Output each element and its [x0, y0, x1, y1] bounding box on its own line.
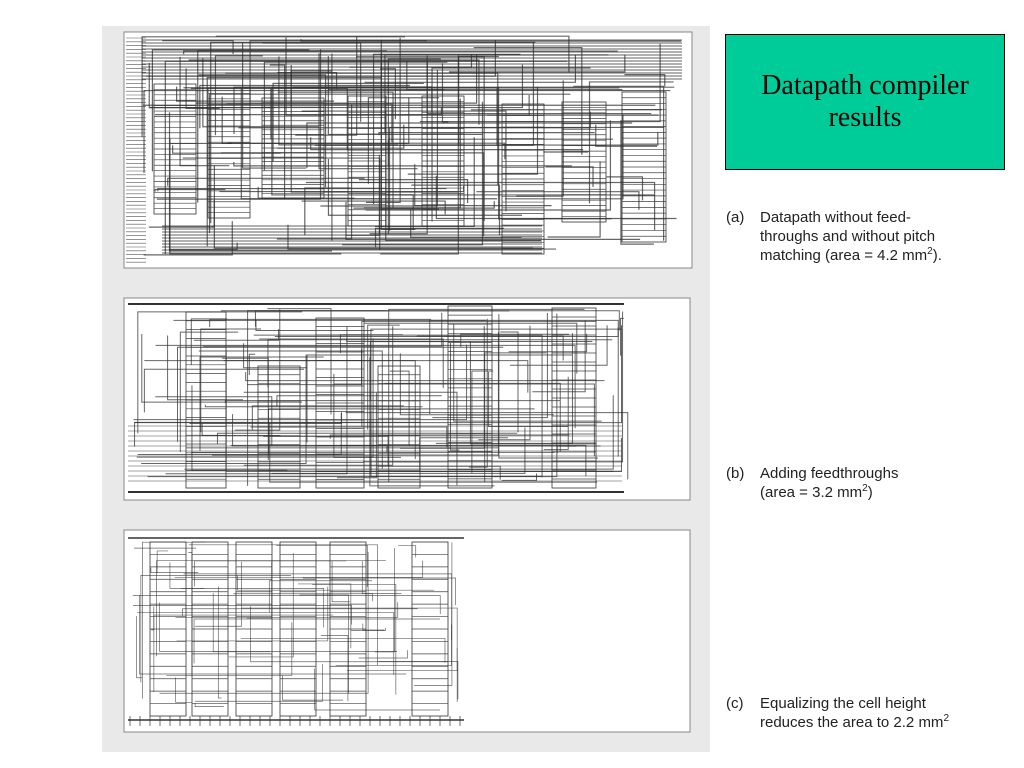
caption-c-tag: (c) — [726, 695, 744, 712]
cell-column — [412, 542, 448, 716]
caption-b-tag: (b) — [726, 465, 745, 482]
caption-b-tail: ) — [867, 484, 873, 501]
caption-c-line1: Equalizing the cell height — [760, 695, 926, 712]
panel-c-layout — [124, 530, 690, 732]
slide-title: Datapath compiler results — [761, 70, 969, 133]
caption-b-line2: (area = 3.2 mm — [760, 484, 863, 501]
caption-a-line1: Datapath without feed- — [760, 209, 911, 226]
cell-column — [154, 84, 196, 214]
caption-a — [726, 208, 1024, 265]
caption-a-sup: 2 — [927, 246, 933, 257]
caption-a-line2: throughs and without pitch — [760, 228, 936, 245]
title-box — [725, 34, 1005, 170]
layout-figure — [102, 26, 710, 752]
caption-a-line3: matching (area = 4.2 mm — [760, 247, 928, 264]
caption-c — [726, 694, 1024, 732]
caption-a-tail: ). — [932, 247, 942, 264]
cell-column — [192, 542, 228, 716]
panel-b-layout — [124, 298, 690, 500]
caption-b-sup: 2 — [862, 483, 868, 494]
caption-c-line2: reduces the area to 2.2 mm — [760, 714, 944, 731]
cell-column — [562, 102, 606, 222]
cell-column — [280, 542, 316, 716]
caption-b-line1: Adding feedthroughs — [760, 465, 899, 482]
caption-b — [726, 464, 1024, 502]
figure-scan — [102, 26, 710, 752]
caption-a-tag: (a) — [726, 209, 745, 226]
panel-a-layout — [124, 32, 692, 268]
cell-column — [622, 92, 666, 242]
caption-c-sup: 2 — [943, 713, 949, 724]
cell-column — [150, 542, 186, 716]
